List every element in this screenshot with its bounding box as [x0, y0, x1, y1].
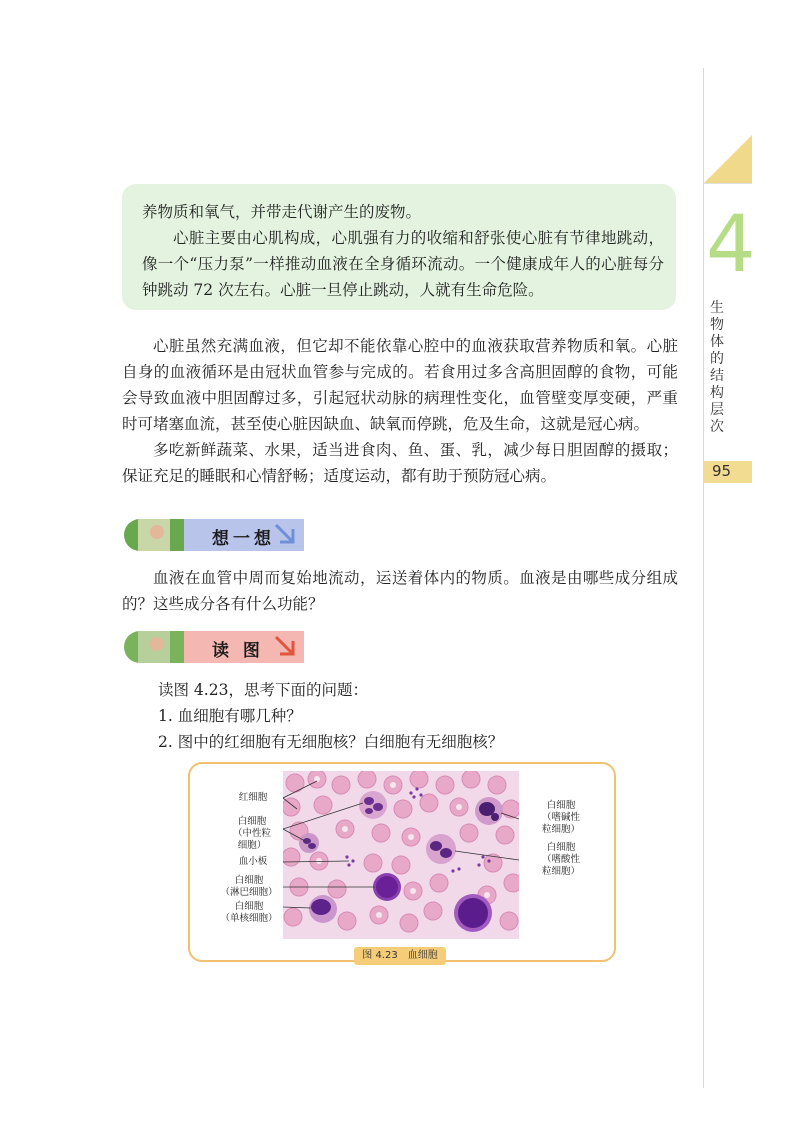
label-monocyte: 白细胞 （单核细胞）: [220, 901, 278, 924]
body-text: [122, 333, 678, 489]
neutrophil: [359, 791, 387, 819]
think-text: [122, 565, 678, 617]
chapter-number: 4: [706, 200, 756, 290]
header-photo: [124, 519, 186, 551]
large-lymphocyte: [454, 894, 492, 932]
margin-divider: [704, 183, 752, 184]
question-1: 1. 血细胞有哪几种？: [158, 707, 302, 725]
read-questions: [158, 677, 678, 755]
question-2: 2. 图中的红细胞有无细胞核？白细胞有无细胞核？: [158, 733, 504, 751]
info-box-paragraph: 心脏主要由心肌构成，心肌强有力的收缩和舒张使心脏有节律地跳动，像一个“压力泵”一样推动血液在全身循环流动。一个健康成年人的心脏每分钟跳动 72 次左右。心脏一旦停止跳动，人就有生命危险。: [142, 229, 664, 299]
info-box-line: 养物质和氧气，并带走代谢产生的废物。: [142, 203, 422, 221]
think-paragraph: 血液在血管中周而复始地流动，运送着体内的物质。血液是由哪些成分组成的？这些成分各有什么功能？: [122, 569, 678, 613]
label-platelet: 血小板: [238, 856, 268, 867]
figure-caption: 图 4.23 血细胞: [354, 947, 446, 965]
info-box-text: [142, 199, 664, 303]
label-lymphocyte: 白细胞 （淋巴细胞）: [220, 875, 278, 898]
chapter-title: 生物体的结构层次: [710, 300, 724, 435]
person-icon: [150, 637, 164, 651]
read-title: 读 图: [212, 641, 264, 661]
monocyte: [309, 895, 337, 923]
basophil: [475, 797, 503, 825]
body-paragraph-1: 心脏虽然充满血液，但它却不能依靠心腔中的血液获取营养物质和氧。心脏自身的血液循环是由冠状血管参与完成的。若食用过多含高胆固醇的食物，可能会导致血液中胆固醇过多，引起冠状动脉的病理性变化，血管壁变厚变硬，严重时可堵塞血流，甚至使心脏因缺血、缺氧而停跳，危及生命，这就是冠心病。: [122, 337, 678, 433]
header-photo: [124, 631, 186, 663]
label-rbc: 红细胞: [238, 792, 268, 803]
person-icon: [150, 525, 164, 539]
read-header: [124, 629, 314, 665]
label-basophil: 白细胞 （嗜碱性 粒细胞）: [541, 800, 580, 835]
eosinophil: [426, 834, 456, 864]
margin-rule: [703, 68, 704, 1088]
read-intro: 读图 4.23，思考下面的问题：: [158, 681, 368, 699]
page-number: 95: [712, 462, 732, 480]
blood-cell-micrograph: [283, 771, 519, 939]
label-neutrophil: 白细胞 （中性粒 细胞）: [232, 816, 271, 851]
lymphocyte: [373, 873, 401, 901]
think-header: [124, 517, 314, 553]
corner-triangle: [704, 135, 752, 183]
body-paragraph-2: 多吃新鲜蔬菜、水果，适当进食肉、鱼、蛋、乳，减少每日胆固醇的摄取；保证充足的睡眠和心情舒畅；适度运动，都有助于预防冠心病。: [122, 441, 678, 485]
arrow-down-right-icon: [272, 633, 298, 659]
label-eosinophil: 白细胞 （嗜酸性 粒细胞）: [541, 842, 580, 877]
neutrophil-small: [299, 833, 319, 853]
think-title: 想一想: [212, 529, 275, 549]
arrow-down-right-icon: [272, 521, 298, 547]
